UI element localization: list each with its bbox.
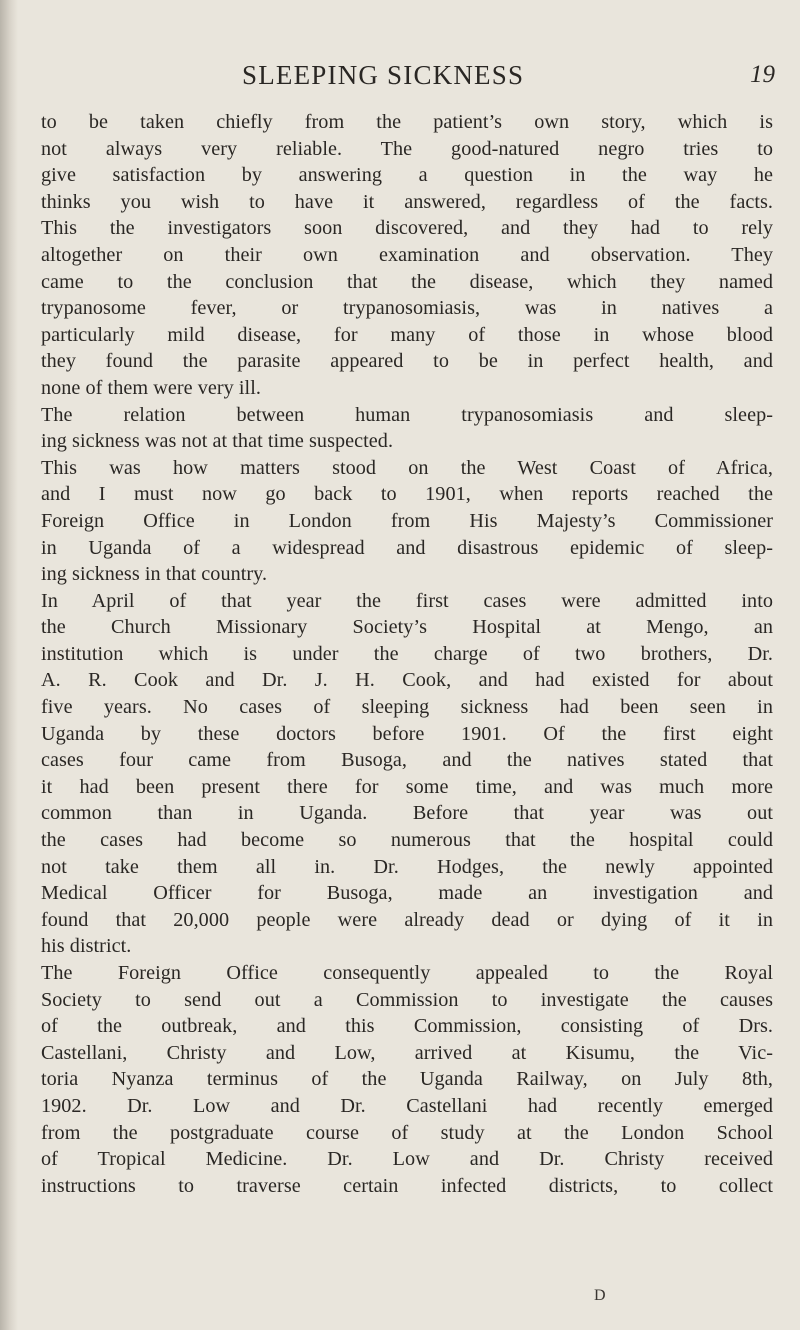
text-line: Medical Officer for Busoga, made an investigation and — [41, 882, 773, 905]
text-line: A. R. Cook and Dr. J. H. Cook, and had existed for about — [41, 669, 773, 692]
signature-mark: D — [594, 1287, 606, 1304]
text-line: ing sickness was not at that time suspected. — [41, 430, 394, 453]
text-line: This was how matters stood on the West Coast of Africa, — [41, 456, 773, 479]
text-line: to be taken chiefly from the patient’s own story, which is — [41, 111, 773, 133]
text-line: ing sickness in that country. — [41, 563, 268, 586]
text-line: came to the conclusion that the disease, which they named — [41, 270, 773, 293]
text-line: of Tropical Medicine. Dr. Low and Dr. Christy received — [41, 1148, 773, 1171]
text-line: Society to send out a Commission to investigate the causes — [41, 988, 773, 1011]
text-line: and I must now go back to 1901, when reports reached the — [41, 483, 773, 506]
text-line: particularly mild disease, for many of those in whose blood — [41, 323, 773, 346]
text-line: found that 20,000 people were already dead or dying of it in — [41, 908, 773, 931]
text-line: the cases had become so numerous that the hospital could — [41, 829, 773, 852]
text-line: give satisfaction by answering a question in the way he — [41, 164, 773, 187]
text-line: thinks you wish to have it answered, regardless of the facts. — [41, 190, 773, 213]
text-line: altogether on their own examination and observation. They — [41, 243, 773, 266]
text-line: 1902. Dr. Low and Dr. Castellani had recently emerged — [41, 1094, 773, 1117]
text-line: not take them all in. Dr. Hodges, the newly appointed — [41, 855, 773, 878]
text-line: none of them were very ill. — [41, 376, 261, 399]
text-line: they found the parasite appeared to be in perfect health, and — [41, 350, 773, 373]
text-line: common than in Uganda. Before that year was out — [41, 802, 773, 825]
text-line: it had been present there for some time, and was much more — [41, 775, 773, 798]
text-line: Uganda by these doctors before 1901. Of the first eight — [41, 722, 773, 745]
text-line: institution which is under the charge of two brothers, Dr. — [41, 642, 773, 665]
text-line: The relation between human trypanosomiasis and sleep- — [41, 403, 773, 426]
text-line: trypanosome fever, or trypanosomiasis, was in natives a — [41, 297, 773, 320]
text-line: in Uganda of a widespread and disastrous epidemic of sleep- — [41, 536, 773, 559]
body-text — [41, 109, 773, 1199]
text-line: Foreign Office in London from His Majesty’s Commissioner — [41, 509, 773, 532]
text-line: toria Nyanza terminus of the Uganda Railway, on July 8th, — [41, 1068, 773, 1091]
text-line: This the investigators soon discovered, and they had to rely — [41, 217, 773, 240]
text-line: the Church Missionary Society’s Hospital at Mengo, an — [41, 616, 773, 639]
text-line: from the postgraduate course of study at the London School — [41, 1121, 773, 1144]
text-line: five years. No cases of sleeping sickness had been seen in — [41, 696, 773, 719]
running-title: SLEEPING SICKNESS — [242, 60, 525, 90]
page-number: 19 — [750, 61, 775, 88]
text-line: his district. — [41, 935, 132, 958]
text-line: of the outbreak, and this Commission, consisting of Drs. — [41, 1015, 773, 1038]
text-line: The Foreign Office consequently appealed to the Royal — [41, 962, 773, 984]
text-line: not always very reliable. The good-natured negro tries to — [41, 137, 773, 160]
running-head — [0, 60, 800, 100]
text-line: instructions to traverse certain infected districts, to collect — [41, 1174, 773, 1197]
text-line: cases four came from Busoga, and the natives stated that — [41, 749, 773, 772]
text-line: Castellani, Christy and Low, arrived at Kisumu, the Vic- — [41, 1041, 773, 1064]
text-line: In April of that year the first cases were admitted into — [41, 589, 773, 612]
